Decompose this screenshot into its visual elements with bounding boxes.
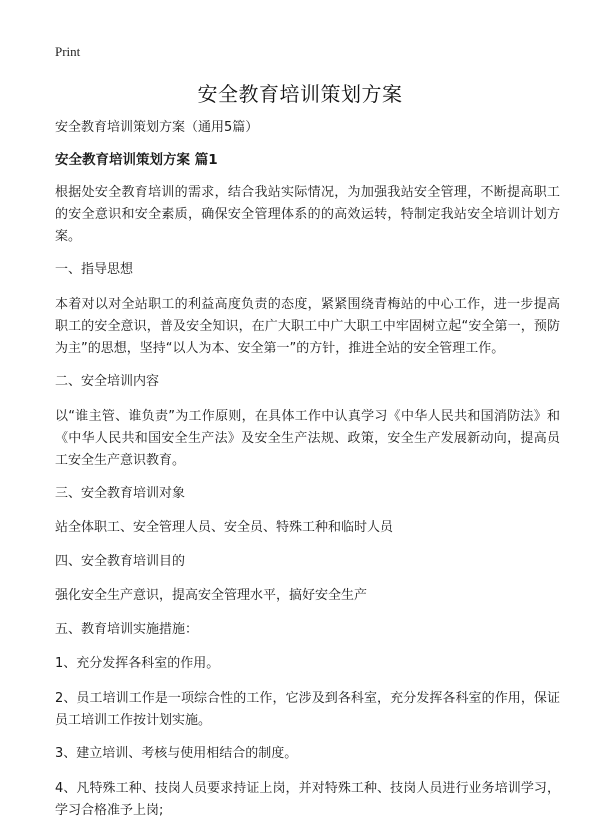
heading-training-targets: 三、安全教育培训对象 bbox=[55, 486, 186, 501]
measure-item-1: 1、充分发挥各科室的作用。 bbox=[55, 656, 220, 671]
heading-training-content: 二、安全培训内容 bbox=[55, 374, 160, 389]
section-title: 安全教育培训策划方案 篇1 bbox=[55, 152, 218, 168]
paragraph-guiding-ideology: 本着对以对全站职工的利益高度负责的态度，紧紧围绕青梅站的中心工作，进一步提高职工的安全意识，普及安全知识，在广大职工中广大职工中牢固树立起“安全第一，预防为主”的思想，坚持“以人为本、安全第一”的方针，推进全站的安全管理工作。 bbox=[55, 297, 560, 356]
paragraph-training-targets: 站全体职工、安全管理人员、安全员、特殊工种和临时人员 bbox=[55, 520, 394, 535]
paragraph-training-purpose: 强化安全生产意识，提高安全管理水平，搞好安全生产 bbox=[55, 588, 368, 603]
measure-item-4: 4、凡特殊工种、技岗人员要求持证上岗，并对特殊工种、技岗人员进行业务培训学习，学习合格准予上岗; bbox=[55, 781, 560, 818]
heading-measures: 五、教育培训实施措施： bbox=[55, 622, 199, 637]
measure-item-3: 3、建立培训、考核与使用相结合的制度。 bbox=[55, 746, 298, 761]
print-link[interactable]: Print bbox=[55, 44, 81, 59]
heading-training-purpose: 四、安全教育培训目的 bbox=[55, 554, 186, 569]
heading-guiding-ideology: 一、指导思想 bbox=[55, 262, 134, 277]
page-title: 安全教育培训策划方案 bbox=[197, 82, 403, 106]
measure-item-2: 2、员工培训工作是一项综合性的工作，它涉及到各科室，充分发挥各科室的作用，保证员工培训工作按计划实施。 bbox=[55, 691, 560, 728]
document-body bbox=[55, 118, 560, 834]
intro-paragraph: 根据处安全教育培训的需求，结合我站实际情况，为加强我站安全管理，不断提高职工的安全意识和安全素质，确保安全管理体系的的高效运转，特制定我站安全培训计划方案。 bbox=[55, 185, 560, 244]
document-subtitle: 安全教育培训策划方案（通用5篇） bbox=[55, 120, 259, 135]
paragraph-training-content: 以“谁主管、谁负责”为工作原则，在具体工作中认真学习《中华人民共和国消防法》和《中华人民共和国安全生产法》及安全生产法规、政策，安全生产发展新动向，提高员工安全生产意识教育。 bbox=[55, 409, 560, 468]
